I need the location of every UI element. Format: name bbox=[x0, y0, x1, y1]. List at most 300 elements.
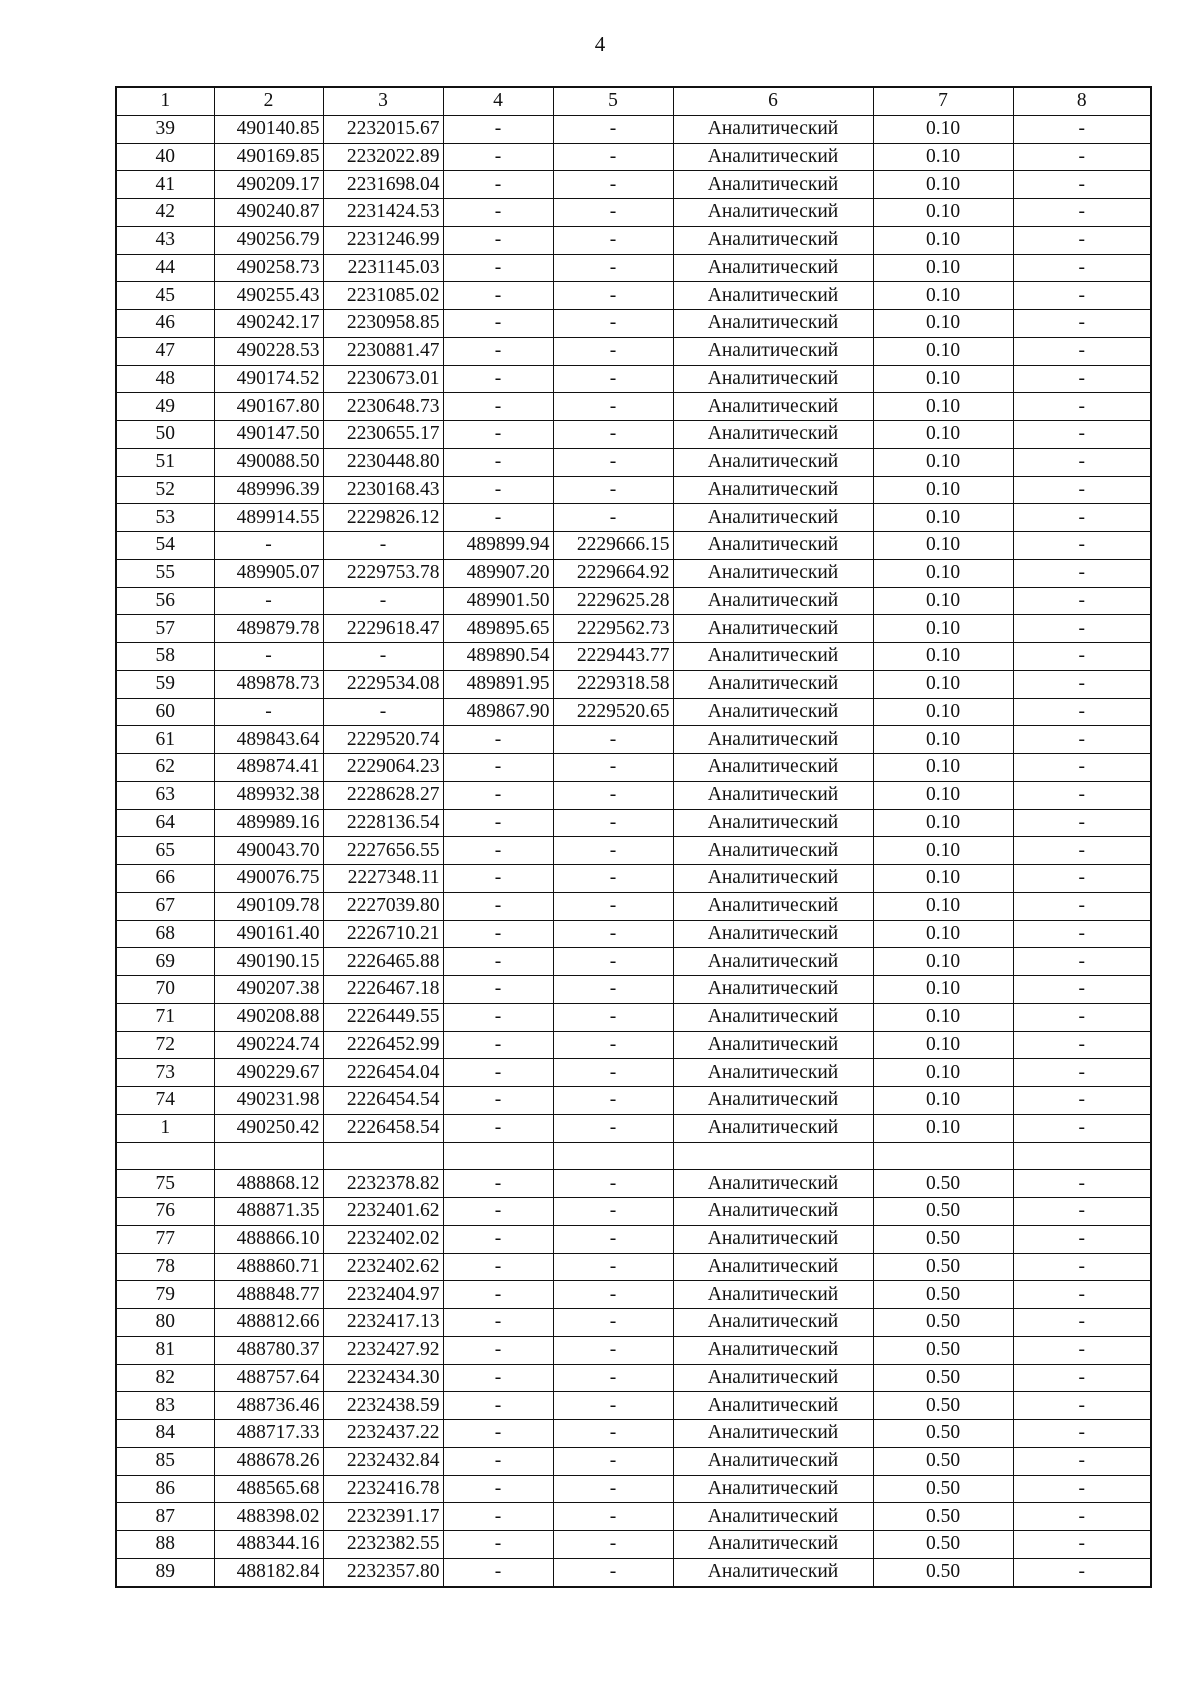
x-coordinate-cell: 488344.16 bbox=[214, 1531, 323, 1559]
point-number-cell: 51 bbox=[116, 448, 214, 476]
y-coordinate-cell: 2228628.27 bbox=[323, 781, 443, 809]
point-number-cell: 69 bbox=[116, 948, 214, 976]
table-row bbox=[116, 1225, 1151, 1253]
point-number-cell: 44 bbox=[116, 254, 214, 282]
point-number-cell: 74 bbox=[116, 1087, 214, 1115]
table-row bbox=[116, 837, 1151, 865]
method-cell: Аналитический bbox=[673, 948, 873, 976]
method-cell: Аналитический bbox=[673, 726, 873, 754]
note-cell: - bbox=[1013, 1225, 1151, 1253]
x-coordinate-2-cell: 489901.50 bbox=[443, 587, 553, 615]
table-row bbox=[116, 726, 1151, 754]
x-coordinate-cell: 490076.75 bbox=[214, 865, 323, 893]
y-coordinate-cell: 2232416.78 bbox=[323, 1475, 443, 1503]
y-coordinate-cell: 2229534.08 bbox=[323, 670, 443, 698]
table-body bbox=[116, 115, 1151, 1586]
table-row bbox=[116, 1031, 1151, 1059]
y-coordinate-2-cell: - bbox=[553, 1198, 673, 1226]
y-coordinate-cell: 2232015.67 bbox=[323, 115, 443, 143]
y-coordinate-2-cell: - bbox=[553, 948, 673, 976]
x-coordinate-2-cell: - bbox=[443, 365, 553, 393]
table-row bbox=[116, 1475, 1151, 1503]
method-cell: Аналитический bbox=[673, 837, 873, 865]
point-number-cell: 60 bbox=[116, 698, 214, 726]
note-cell: - bbox=[1013, 920, 1151, 948]
y-coordinate-cell: 2232417.13 bbox=[323, 1309, 443, 1337]
x-coordinate-2-cell: - bbox=[443, 1114, 553, 1142]
note-cell: - bbox=[1013, 199, 1151, 227]
y-coordinate-cell: 2232432.84 bbox=[323, 1447, 443, 1475]
y-coordinate-cell: 2229753.78 bbox=[323, 559, 443, 587]
y-coordinate-cell: 2226467.18 bbox=[323, 976, 443, 1004]
y-coordinate-cell: 2232402.02 bbox=[323, 1225, 443, 1253]
point-number-cell: 39 bbox=[116, 115, 214, 143]
y-coordinate-cell: 2226710.21 bbox=[323, 920, 443, 948]
y-coordinate-2-cell: - bbox=[553, 1031, 673, 1059]
point-number-cell: 62 bbox=[116, 754, 214, 782]
method-cell: Аналитический bbox=[673, 920, 873, 948]
y-coordinate-2-cell: 2229443.77 bbox=[553, 643, 673, 671]
y-coordinate-2-cell bbox=[553, 1142, 673, 1170]
note-cell: - bbox=[1013, 1003, 1151, 1031]
y-coordinate-cell bbox=[323, 1142, 443, 1170]
x-coordinate-2-cell: - bbox=[443, 1392, 553, 1420]
accuracy-cell: 0.10 bbox=[873, 865, 1013, 893]
note-cell: - bbox=[1013, 948, 1151, 976]
method-cell: Аналитический bbox=[673, 1198, 873, 1226]
x-coordinate-2-cell: - bbox=[443, 1309, 553, 1337]
method-cell: Аналитический bbox=[673, 976, 873, 1004]
x-coordinate-2-cell: - bbox=[443, 1281, 553, 1309]
y-coordinate-2-cell: - bbox=[553, 337, 673, 365]
y-coordinate-2-cell: - bbox=[553, 837, 673, 865]
coordinates-table bbox=[115, 86, 1152, 1588]
x-coordinate-cell: 490258.73 bbox=[214, 254, 323, 282]
x-coordinate-cell: 490161.40 bbox=[214, 920, 323, 948]
x-coordinate-cell: 489878.73 bbox=[214, 670, 323, 698]
x-coordinate-cell: 490088.50 bbox=[214, 448, 323, 476]
y-coordinate-2-cell: - bbox=[553, 115, 673, 143]
point-number-cell: 87 bbox=[116, 1503, 214, 1531]
x-coordinate-cell: 490209.17 bbox=[214, 171, 323, 199]
note-cell: - bbox=[1013, 865, 1151, 893]
y-coordinate-cell: 2226465.88 bbox=[323, 948, 443, 976]
point-number-cell: 63 bbox=[116, 781, 214, 809]
method-cell: Аналитический bbox=[673, 1558, 873, 1586]
y-coordinate-cell: 2231698.04 bbox=[323, 171, 443, 199]
table-row bbox=[116, 670, 1151, 698]
point-number-cell: 80 bbox=[116, 1309, 214, 1337]
method-cell: Аналитический bbox=[673, 1031, 873, 1059]
x-coordinate-2-cell bbox=[443, 1142, 553, 1170]
note-cell: - bbox=[1013, 1420, 1151, 1448]
point-number-cell: 64 bbox=[116, 809, 214, 837]
table-row bbox=[116, 865, 1151, 893]
accuracy-cell: 0.10 bbox=[873, 310, 1013, 338]
accuracy-cell: 0.50 bbox=[873, 1475, 1013, 1503]
y-coordinate-2-cell: 2229520.65 bbox=[553, 698, 673, 726]
point-number-cell: 65 bbox=[116, 837, 214, 865]
method-cell: Аналитический bbox=[673, 1336, 873, 1364]
x-coordinate-cell: 490207.38 bbox=[214, 976, 323, 1004]
table-row bbox=[116, 1087, 1151, 1115]
y-coordinate-2-cell: - bbox=[553, 1281, 673, 1309]
x-coordinate-cell: 490256.79 bbox=[214, 226, 323, 254]
method-cell: Аналитический bbox=[673, 226, 873, 254]
x-coordinate-2-cell: - bbox=[443, 337, 553, 365]
y-coordinate-2-cell: - bbox=[553, 754, 673, 782]
table-row bbox=[116, 476, 1151, 504]
y-coordinate-cell: 2229064.23 bbox=[323, 754, 443, 782]
method-cell: Аналитический bbox=[673, 1420, 873, 1448]
method-cell: Аналитический bbox=[673, 282, 873, 310]
x-coordinate-2-cell: - bbox=[443, 1503, 553, 1531]
x-coordinate-cell: 490228.53 bbox=[214, 337, 323, 365]
accuracy-cell: 0.10 bbox=[873, 199, 1013, 227]
y-coordinate-2-cell: - bbox=[553, 1336, 673, 1364]
note-cell: - bbox=[1013, 115, 1151, 143]
accuracy-cell: 0.10 bbox=[873, 448, 1013, 476]
y-coordinate-2-cell: - bbox=[553, 1309, 673, 1337]
y-coordinate-cell: 2232402.62 bbox=[323, 1253, 443, 1281]
y-coordinate-cell: 2231424.53 bbox=[323, 199, 443, 227]
x-coordinate-2-cell: - bbox=[443, 310, 553, 338]
table-row bbox=[116, 504, 1151, 532]
table-row bbox=[116, 892, 1151, 920]
method-cell: Аналитический bbox=[673, 254, 873, 282]
accuracy-cell: 0.10 bbox=[873, 171, 1013, 199]
table-row bbox=[116, 559, 1151, 587]
x-coordinate-cell bbox=[214, 1142, 323, 1170]
x-coordinate-2-cell: - bbox=[443, 1225, 553, 1253]
note-cell: - bbox=[1013, 837, 1151, 865]
table-row bbox=[116, 1198, 1151, 1226]
y-coordinate-cell: 2227656.55 bbox=[323, 837, 443, 865]
note-cell: - bbox=[1013, 254, 1151, 282]
table-row bbox=[116, 143, 1151, 171]
note-cell: - bbox=[1013, 1447, 1151, 1475]
x-coordinate-cell: 488678.26 bbox=[214, 1447, 323, 1475]
y-coordinate-2-cell: - bbox=[553, 282, 673, 310]
note-cell: - bbox=[1013, 393, 1151, 421]
method-cell: Аналитический bbox=[673, 1392, 873, 1420]
point-number-cell: 71 bbox=[116, 1003, 214, 1031]
note-cell: - bbox=[1013, 504, 1151, 532]
point-number-cell: 59 bbox=[116, 670, 214, 698]
y-coordinate-2-cell: 2229562.73 bbox=[553, 615, 673, 643]
accuracy-cell: 0.10 bbox=[873, 421, 1013, 449]
point-number-cell: 43 bbox=[116, 226, 214, 254]
accuracy-cell: 0.50 bbox=[873, 1364, 1013, 1392]
accuracy-cell: 0.50 bbox=[873, 1420, 1013, 1448]
method-cell: Аналитический bbox=[673, 615, 873, 643]
x-coordinate-cell: 489932.38 bbox=[214, 781, 323, 809]
column-header: 3 bbox=[323, 87, 443, 115]
y-coordinate-cell: 2230881.47 bbox=[323, 337, 443, 365]
y-coordinate-cell: 2231145.03 bbox=[323, 254, 443, 282]
table-row bbox=[116, 781, 1151, 809]
point-number-cell: 89 bbox=[116, 1558, 214, 1586]
x-coordinate-2-cell: - bbox=[443, 476, 553, 504]
x-coordinate-cell: - bbox=[214, 698, 323, 726]
method-cell: Аналитический bbox=[673, 115, 873, 143]
table-row bbox=[116, 948, 1151, 976]
x-coordinate-cell: 489996.39 bbox=[214, 476, 323, 504]
y-coordinate-cell: - bbox=[323, 643, 443, 671]
x-coordinate-2-cell: - bbox=[443, 143, 553, 171]
table-row bbox=[116, 532, 1151, 560]
note-cell: - bbox=[1013, 781, 1151, 809]
note-cell: - bbox=[1013, 226, 1151, 254]
x-coordinate-2-cell: - bbox=[443, 448, 553, 476]
y-coordinate-2-cell: - bbox=[553, 1059, 673, 1087]
point-number-cell: 47 bbox=[116, 337, 214, 365]
y-coordinate-2-cell: - bbox=[553, 393, 673, 421]
point-number-cell: 84 bbox=[116, 1420, 214, 1448]
accuracy-cell: 0.10 bbox=[873, 254, 1013, 282]
accuracy-cell: 0.10 bbox=[873, 809, 1013, 837]
accuracy-cell: 0.10 bbox=[873, 115, 1013, 143]
y-coordinate-cell: - bbox=[323, 587, 443, 615]
x-coordinate-2-cell: - bbox=[443, 1198, 553, 1226]
x-coordinate-2-cell: - bbox=[443, 781, 553, 809]
y-coordinate-2-cell: - bbox=[553, 365, 673, 393]
x-coordinate-2-cell: - bbox=[443, 199, 553, 227]
y-coordinate-cell: 2230655.17 bbox=[323, 421, 443, 449]
table-row bbox=[116, 1392, 1151, 1420]
y-coordinate-cell: 2229520.74 bbox=[323, 726, 443, 754]
method-cell: Аналитический bbox=[673, 421, 873, 449]
note-cell: - bbox=[1013, 1392, 1151, 1420]
y-coordinate-2-cell: - bbox=[553, 1558, 673, 1586]
table-row bbox=[116, 1170, 1151, 1198]
x-coordinate-2-cell: - bbox=[443, 171, 553, 199]
note-cell bbox=[1013, 1142, 1151, 1170]
y-coordinate-cell: 2232382.55 bbox=[323, 1531, 443, 1559]
table-row bbox=[116, 1309, 1151, 1337]
x-coordinate-2-cell: - bbox=[443, 115, 553, 143]
accuracy-cell: 0.10 bbox=[873, 781, 1013, 809]
point-number-cell: 1 bbox=[116, 1114, 214, 1142]
note-cell: - bbox=[1013, 171, 1151, 199]
y-coordinate-cell: 2226458.54 bbox=[323, 1114, 443, 1142]
table-row bbox=[116, 587, 1151, 615]
table-row bbox=[116, 1336, 1151, 1364]
y-coordinate-cell: 2232378.82 bbox=[323, 1170, 443, 1198]
method-cell: Аналитический bbox=[673, 809, 873, 837]
note-cell: - bbox=[1013, 1031, 1151, 1059]
x-coordinate-cell: 488182.84 bbox=[214, 1558, 323, 1586]
method-cell: Аналитический bbox=[673, 1003, 873, 1031]
point-number-cell: 88 bbox=[116, 1531, 214, 1559]
x-coordinate-2-cell: - bbox=[443, 1336, 553, 1364]
method-cell: Аналитический bbox=[673, 754, 873, 782]
x-coordinate-cell: 489989.16 bbox=[214, 809, 323, 837]
y-coordinate-2-cell: - bbox=[553, 1114, 673, 1142]
table-row bbox=[116, 920, 1151, 948]
point-number-cell: 56 bbox=[116, 587, 214, 615]
method-cell: Аналитический bbox=[673, 781, 873, 809]
y-coordinate-cell: 2232401.62 bbox=[323, 1198, 443, 1226]
point-number-cell: 83 bbox=[116, 1392, 214, 1420]
table-row bbox=[116, 448, 1151, 476]
note-cell: - bbox=[1013, 670, 1151, 698]
y-coordinate-2-cell: - bbox=[553, 781, 673, 809]
x-coordinate-cell: 490229.67 bbox=[214, 1059, 323, 1087]
x-coordinate-cell: 490242.17 bbox=[214, 310, 323, 338]
table-row bbox=[116, 1142, 1151, 1170]
column-header: 6 bbox=[673, 87, 873, 115]
point-number-cell: 53 bbox=[116, 504, 214, 532]
x-coordinate-2-cell: - bbox=[443, 1087, 553, 1115]
x-coordinate-2-cell: - bbox=[443, 1031, 553, 1059]
y-coordinate-2-cell: 2229625.28 bbox=[553, 587, 673, 615]
y-coordinate-2-cell: - bbox=[553, 1447, 673, 1475]
y-coordinate-2-cell: - bbox=[553, 143, 673, 171]
x-coordinate-cell: 489843.64 bbox=[214, 726, 323, 754]
method-cell: Аналитический bbox=[673, 1253, 873, 1281]
y-coordinate-2-cell: - bbox=[553, 504, 673, 532]
note-cell: - bbox=[1013, 1531, 1151, 1559]
accuracy-cell: 0.50 bbox=[873, 1309, 1013, 1337]
note-cell: - bbox=[1013, 310, 1151, 338]
table-row bbox=[116, 393, 1151, 421]
method-cell: Аналитический bbox=[673, 559, 873, 587]
accuracy-cell: 0.10 bbox=[873, 365, 1013, 393]
point-number-cell: 45 bbox=[116, 282, 214, 310]
y-coordinate-2-cell: - bbox=[553, 421, 673, 449]
table-row bbox=[116, 1281, 1151, 1309]
x-coordinate-2-cell: - bbox=[443, 948, 553, 976]
x-coordinate-cell: 489879.78 bbox=[214, 615, 323, 643]
table-row bbox=[116, 1003, 1151, 1031]
table-row bbox=[116, 1059, 1151, 1087]
accuracy-cell: 0.10 bbox=[873, 559, 1013, 587]
accuracy-cell: 0.10 bbox=[873, 948, 1013, 976]
method-cell: Аналитический bbox=[673, 1309, 873, 1337]
x-coordinate-cell: 490043.70 bbox=[214, 837, 323, 865]
x-coordinate-cell: 490208.88 bbox=[214, 1003, 323, 1031]
x-coordinate-cell: 489914.55 bbox=[214, 504, 323, 532]
method-cell: Аналитический bbox=[673, 1364, 873, 1392]
note-cell: - bbox=[1013, 337, 1151, 365]
note-cell: - bbox=[1013, 1253, 1151, 1281]
note-cell: - bbox=[1013, 476, 1151, 504]
table-row bbox=[116, 1447, 1151, 1475]
y-coordinate-cell: - bbox=[323, 698, 443, 726]
accuracy-cell: 0.50 bbox=[873, 1531, 1013, 1559]
note-cell: - bbox=[1013, 1170, 1151, 1198]
x-coordinate-cell: 488860.71 bbox=[214, 1253, 323, 1281]
method-cell: Аналитический bbox=[673, 1225, 873, 1253]
method-cell: Аналитический bbox=[673, 199, 873, 227]
accuracy-cell: 0.10 bbox=[873, 1059, 1013, 1087]
table-row bbox=[116, 1531, 1151, 1559]
accuracy-cell: 0.50 bbox=[873, 1503, 1013, 1531]
y-coordinate-cell: - bbox=[323, 532, 443, 560]
note-cell: - bbox=[1013, 754, 1151, 782]
note-cell: - bbox=[1013, 892, 1151, 920]
x-coordinate-2-cell: - bbox=[443, 226, 553, 254]
point-number-cell: 82 bbox=[116, 1364, 214, 1392]
table-row bbox=[116, 421, 1151, 449]
column-header: 8 bbox=[1013, 87, 1151, 115]
accuracy-cell: 0.10 bbox=[873, 837, 1013, 865]
note-cell: - bbox=[1013, 1336, 1151, 1364]
table-row bbox=[116, 1364, 1151, 1392]
method-cell: Аналитический bbox=[673, 587, 873, 615]
x-coordinate-2-cell: - bbox=[443, 726, 553, 754]
y-coordinate-cell: 2230648.73 bbox=[323, 393, 443, 421]
y-coordinate-2-cell: - bbox=[553, 920, 673, 948]
point-number-cell: 57 bbox=[116, 615, 214, 643]
accuracy-cell: 0.10 bbox=[873, 920, 1013, 948]
x-coordinate-cell: 490224.74 bbox=[214, 1031, 323, 1059]
point-number-cell: 54 bbox=[116, 532, 214, 560]
x-coordinate-2-cell: - bbox=[443, 282, 553, 310]
x-coordinate-cell: 490140.85 bbox=[214, 115, 323, 143]
point-number-cell: 68 bbox=[116, 920, 214, 948]
point-number-cell: 50 bbox=[116, 421, 214, 449]
y-coordinate-cell: 2232391.17 bbox=[323, 1503, 443, 1531]
accuracy-cell: 0.10 bbox=[873, 226, 1013, 254]
page-number: 4 bbox=[594, 32, 606, 56]
x-coordinate-2-cell: - bbox=[443, 1364, 553, 1392]
accuracy-cell: 0.10 bbox=[873, 976, 1013, 1004]
x-coordinate-cell: 489874.41 bbox=[214, 754, 323, 782]
y-coordinate-2-cell: - bbox=[553, 809, 673, 837]
accuracy-cell: 0.50 bbox=[873, 1170, 1013, 1198]
method-cell: Аналитический bbox=[673, 1087, 873, 1115]
accuracy-cell: 0.50 bbox=[873, 1392, 1013, 1420]
y-coordinate-cell: 2227039.80 bbox=[323, 892, 443, 920]
x-coordinate-2-cell: - bbox=[443, 865, 553, 893]
x-coordinate-cell: - bbox=[214, 532, 323, 560]
x-coordinate-cell: 490169.85 bbox=[214, 143, 323, 171]
method-cell bbox=[673, 1142, 873, 1170]
x-coordinate-cell: 488736.46 bbox=[214, 1392, 323, 1420]
note-cell: - bbox=[1013, 365, 1151, 393]
method-cell: Аналитический bbox=[673, 143, 873, 171]
accuracy-cell: 0.50 bbox=[873, 1281, 1013, 1309]
point-number-cell: 73 bbox=[116, 1059, 214, 1087]
method-cell: Аналитический bbox=[673, 670, 873, 698]
accuracy-cell: 0.10 bbox=[873, 1087, 1013, 1115]
note-cell: - bbox=[1013, 976, 1151, 1004]
point-number-cell: 75 bbox=[116, 1170, 214, 1198]
accuracy-cell: 0.50 bbox=[873, 1253, 1013, 1281]
point-number-cell: 58 bbox=[116, 643, 214, 671]
table-row bbox=[116, 976, 1151, 1004]
point-number-cell: 78 bbox=[116, 1253, 214, 1281]
accuracy-cell: 0.50 bbox=[873, 1558, 1013, 1586]
x-coordinate-2-cell: - bbox=[443, 393, 553, 421]
y-coordinate-2-cell: - bbox=[553, 1531, 673, 1559]
x-coordinate-cell: 488780.37 bbox=[214, 1336, 323, 1364]
x-coordinate-cell: 489905.07 bbox=[214, 559, 323, 587]
y-coordinate-2-cell: - bbox=[553, 1253, 673, 1281]
table-row bbox=[116, 615, 1151, 643]
method-cell: Аналитический bbox=[673, 337, 873, 365]
point-number-cell: 76 bbox=[116, 1198, 214, 1226]
y-coordinate-cell: 2227348.11 bbox=[323, 865, 443, 893]
y-coordinate-2-cell: - bbox=[553, 726, 673, 754]
y-coordinate-2-cell: - bbox=[553, 226, 673, 254]
note-cell: - bbox=[1013, 809, 1151, 837]
x-coordinate-cell: 490174.52 bbox=[214, 365, 323, 393]
y-coordinate-cell: 2229618.47 bbox=[323, 615, 443, 643]
x-coordinate-2-cell: - bbox=[443, 504, 553, 532]
